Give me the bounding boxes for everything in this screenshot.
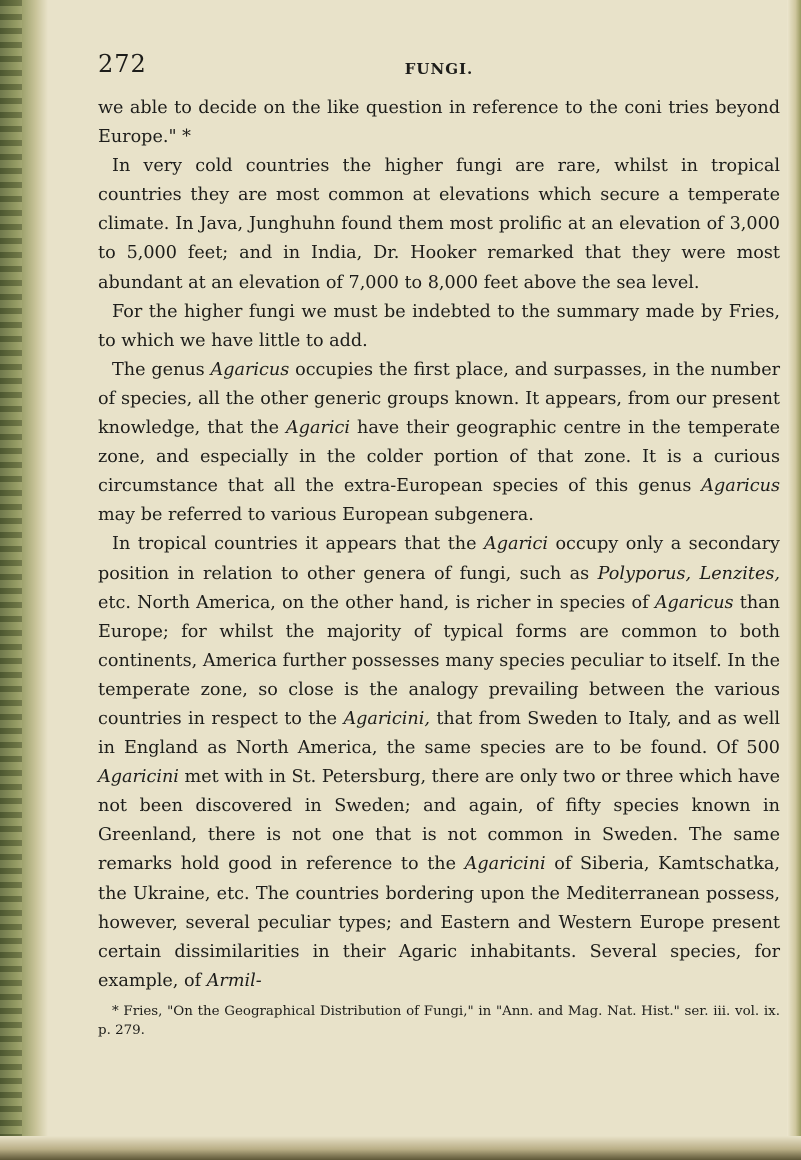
italic-term-agaricus: Agaricus — [210, 359, 290, 380]
paragraph-5-text-5: that from Sweden to Italy, and as well in England as North America, the same species are to be found. Of 500 — [98, 708, 780, 759]
paragraph-4 — [98, 356, 780, 531]
page-bottom-edge — [0, 1136, 801, 1160]
italic-term-agaricini: Agaricini — [464, 854, 546, 875]
paragraph-5 — [98, 530, 780, 996]
paragraph-5-text-7: of Siberia, Kamtschatka, the Ukraine, etc. The countries bordering upon the Mediterranean possess, however, several peculiar types; and Eastern and Western Europe present certain dissimilarities in their Agaric inhabitants. Several species, for example, of — [98, 854, 780, 991]
paragraph-4-text-3: have their geographic centre in the temperate zone, and especially in the colder portion of that zone. It is a curious circumstance that all the extra-European species of this genus — [98, 418, 781, 497]
paragraph-4-text-2: occupies the first place, and surpasses, in the number of species, all the other generic groups known. It appears, from our present knowledge, that the — [98, 359, 781, 439]
page-header — [98, 50, 780, 94]
paragraph-1: we able to decide on the like question in reference to the coni tries beyond Europe." * — [98, 98, 780, 148]
running-head: FUNGI. — [404, 60, 474, 78]
italic-term-agaricus: Agaricus — [701, 476, 780, 497]
paragraph-5-text-1: In tropical countries it appears that the — [112, 534, 484, 555]
italic-term-agaricini: Agaricini — [98, 767, 179, 788]
paragraph-4-text-1: The genus — [112, 359, 211, 380]
paragraph-5-text-4: than Europe; for whilst the majority of typical forms are common to both continents, America further possesses many species peculiar to itself. In the temperate zone, so close is the analogy prevailing between the various countries in respect to the — [98, 592, 780, 729]
paragraph-5-text-2: occupy only a secondary position in relation to other genera of fungi, such as — [98, 534, 780, 584]
footnote: * Fries, "On the Geographical Distribution of Fungi," in "Ann. and Mag. Nat. Hist." ser. iii. vol. ix. p. 279. — [98, 1003, 780, 1038]
page-number: 272 — [98, 50, 147, 78]
italic-term-agarici: Agarici — [286, 418, 350, 439]
paragraph-2: In very cold countries the higher fungi are rare, whilst in tropical countries they are most common at elevations which secure a temperate climate. In Java, Junghuhn found them most prolific at an elevation of 3,000 to 5,000 feet; and in India, Dr. Hooker remarked that they were most abundant at an elevation of 7,000 to 8,000 feet above the sea level. — [98, 156, 780, 293]
italic-term-agaricini: Agaricini, — [343, 708, 430, 729]
italic-term-agaricus: Agaricus — [654, 592, 734, 613]
page-right-edge — [787, 0, 801, 1160]
paragraph-3: For the higher fungi we must be indebted to the summary made by Fries, to which we have little to add. — [98, 301, 780, 351]
paragraph-5-text-6: met with in St. Petersburg, there are only two or three which have not been discovered in Sweden; and again, of fifty species known in Greenland, there is not one that is not common in Sweden. The same remarks hold good in reference to the — [98, 767, 780, 875]
book-page — [98, 50, 780, 1040]
paragraph-5-text-3: etc. North America, on the other hand, is richer in species of — [98, 592, 655, 613]
italic-term-agarici: Agarici — [484, 534, 548, 555]
book-gutter-edge — [0, 0, 48, 1160]
paragraph-4-text-4: may be referred to various European subgenera. — [98, 505, 534, 526]
italic-term-polyporus-lenzites: Polyporus, Lenzites, — [597, 563, 780, 584]
italic-term-armil: Armil- — [206, 970, 262, 991]
